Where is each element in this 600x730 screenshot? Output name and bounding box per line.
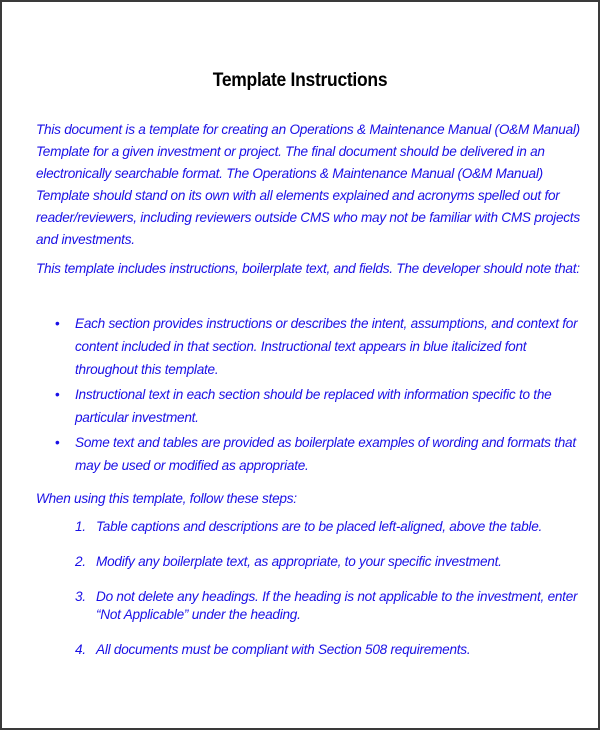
step-text: Do not delete any headings. If the heading is not applicable to the investment, enter “Not Applicable” under the heading. xyxy=(96,589,578,622)
steps-list xyxy=(36,518,581,659)
step-number: 1. xyxy=(75,519,86,534)
bullet-text: Some text and tables are provided as boilerplate examples of wording and formats that may be used or modified as appropriate. xyxy=(75,435,576,473)
steps-intro: When using this template, follow these steps: xyxy=(36,491,297,506)
step-number: 2. xyxy=(75,554,86,569)
note-paragraph: This template includes instructions, boilerplate text, and fields. The developer should note that: xyxy=(36,261,580,276)
step-item xyxy=(36,553,581,571)
bullet-icon: • xyxy=(55,435,60,450)
bullet-icon: • xyxy=(55,316,60,331)
bullet-text: Each section provides instructions or describes the intent, assumptions, and context for content included in that section. Instructional text appears in blue italicized font throughout this template. xyxy=(75,316,578,377)
step-item xyxy=(36,518,581,536)
step-item xyxy=(36,641,581,659)
step-item xyxy=(36,588,581,624)
step-text: Table captions and descriptions are to be placed left-aligned, above the table. xyxy=(96,519,543,534)
step-number: 4. xyxy=(75,642,86,657)
bullet-icon: • xyxy=(55,387,60,402)
step-text: All documents must be compliant with Section 508 requirements. xyxy=(96,642,471,657)
bullet-item xyxy=(36,431,581,477)
bullet-item xyxy=(36,383,581,429)
step-number: 3. xyxy=(75,589,86,604)
bullet-list xyxy=(36,312,581,479)
step-text: Modify any boilerplate text, as appropriate, to your specific investment. xyxy=(96,554,502,569)
intro-paragraph: This document is a template for creating an Operations & Maintenance Manual (O&M Manual) Template for a given investment or project. The final document should be delivered in an electronically searchable format. The Operations & Maintenance Manual (O&M Manual) Template should stand on its own with all elements explained and acronyms spelled out for reader/reviewers, including reviewers outside CMS who may not be familiar with CMS projects and investments. xyxy=(36,122,580,247)
bullet-text: Instructional text in each section should be replaced with information specific to the particular investment. xyxy=(75,387,552,425)
page-title: Template Instructions xyxy=(212,70,388,91)
bullet-item xyxy=(36,312,581,381)
